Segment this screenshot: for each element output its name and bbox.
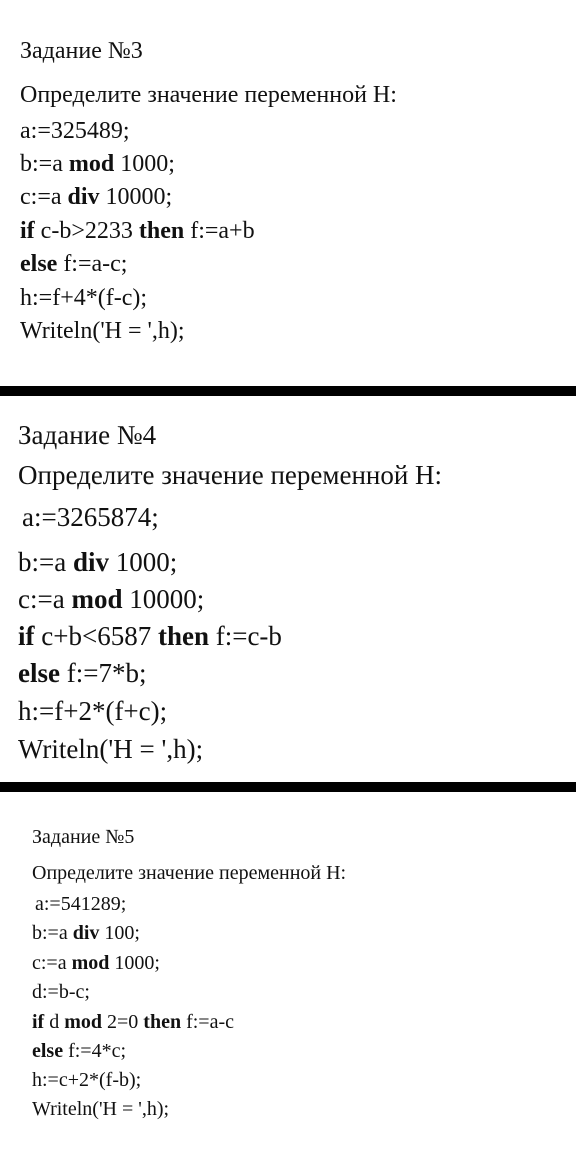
code-text: f:=4*c; (63, 1040, 127, 1062)
section-divider (0, 386, 576, 396)
code-text: 1000; (114, 151, 175, 177)
keyword-then: then (143, 1011, 182, 1033)
code-text: f:=c-b (208, 621, 282, 651)
keyword-else: else (20, 251, 58, 277)
code-text: c:=a (18, 584, 72, 614)
keyword-div: div (72, 547, 109, 577)
code-text: f:=a-c (181, 1011, 235, 1033)
keyword-if: if (20, 218, 35, 244)
code-line-b (32, 922, 140, 945)
keyword-div: div (72, 922, 100, 944)
task-5-title: Задание №5 (32, 826, 135, 848)
code-text: 100; (99, 922, 140, 944)
code-line-a: a:=541289; (35, 893, 127, 915)
code-line-h: h:=f+2*(f+c); (18, 696, 168, 726)
task-4-title: Задание №4 (18, 420, 157, 450)
code-line-b (20, 151, 175, 178)
task-5-panel (0, 792, 576, 1164)
code-line-a: a:=325489; (20, 118, 130, 144)
code-line-writeln: Writeln('H = ',h); (18, 734, 204, 764)
code-text: b:=a (18, 547, 73, 577)
keyword-mod: mod (71, 584, 123, 614)
code-text: 10000; (122, 584, 205, 614)
keyword-if: if (18, 621, 35, 651)
code-text: c+b<6587 (34, 621, 158, 651)
code-text: 10000; (99, 184, 173, 210)
code-line-a: a:=3265874; (22, 502, 159, 532)
code-line-b (18, 547, 177, 578)
code-line-h: h:=c+2*(f-b); (32, 1069, 142, 1091)
keyword-else: else (32, 1040, 64, 1062)
code-text: b:=a (20, 151, 69, 177)
code-line-h: h:=f+4*(f-c); (20, 285, 148, 311)
keyword-then: then (138, 218, 185, 244)
code-text: 1000; (109, 547, 178, 577)
code-text: 1000; (109, 952, 160, 974)
task-4-prompt: Определите значение переменной H: (18, 460, 443, 490)
keyword-then: then (157, 621, 209, 651)
code-text: c:=a (32, 952, 72, 974)
keyword-mod: mod (64, 1011, 103, 1033)
keyword-div: div (67, 184, 100, 210)
task-4-panel (0, 396, 576, 782)
code-line-c (20, 184, 172, 211)
section-divider (0, 782, 576, 792)
code-line-writeln: Writeln('H = ',h); (20, 318, 185, 344)
code-line-else (32, 1040, 126, 1063)
keyword-mod: mod (71, 952, 110, 974)
code-text: c:=a (20, 184, 68, 210)
code-line-if (20, 218, 255, 245)
code-line-c (32, 952, 160, 975)
code-text: c-b>2233 (34, 218, 139, 244)
code-line-if (32, 1011, 234, 1034)
keyword-if: if (32, 1011, 45, 1033)
code-text: b:=a (32, 922, 73, 944)
task-3-title: Задание №3 (20, 38, 143, 64)
code-text: 2=0 (102, 1011, 144, 1033)
code-text: f:=a-c; (57, 251, 128, 277)
keyword-mod: mod (68, 151, 115, 177)
code-text: f:=7*b; (59, 658, 147, 688)
code-text: d (44, 1011, 65, 1033)
keyword-else: else (18, 658, 60, 688)
task-3-panel (0, 0, 576, 386)
code-line-d: d:=b-c; (32, 981, 90, 1003)
code-line-else (20, 251, 127, 278)
code-text: f:=a+b (184, 218, 255, 244)
code-line-writeln: Writeln('H = ',h); (32, 1098, 170, 1120)
code-line-if (18, 621, 282, 652)
task-5-prompt: Определите значение переменной H: (32, 862, 347, 884)
code-line-else (18, 658, 146, 689)
code-line-c (18, 584, 204, 615)
task-3-prompt: Определите значение переменной H: (20, 82, 397, 108)
